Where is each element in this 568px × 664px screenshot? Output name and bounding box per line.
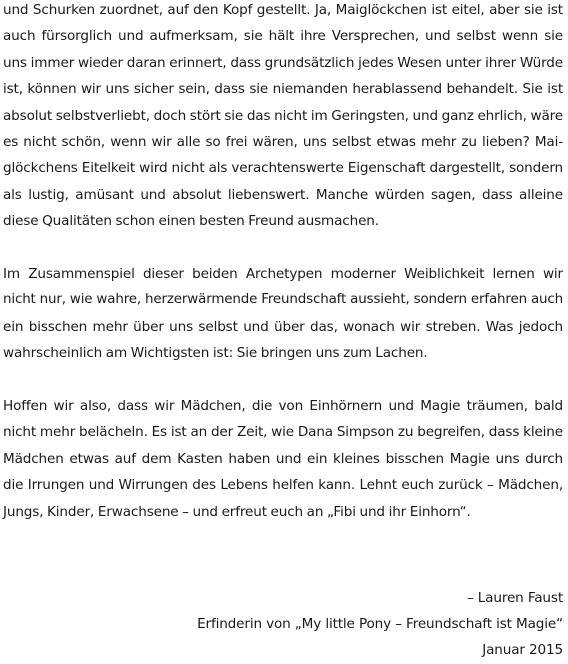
text-line: und Schurken zuordnet, auf den Kopf gestellt. Ja, Maiglöckchen ist eitel, aber sie ist (3, 2, 563, 18)
text-line: absolut selbstverliebt, doch stört sie das nicht im Geringsten, und ganz ehrlich, wäre (3, 107, 563, 124)
text-line: als lustig, amüsant und absolut liebenswert. Manche würden sagen, dass alleine (3, 186, 563, 203)
text-line: Im Zusammenspiel dieser beiden Archetypen moderner Weiblichkeit lernen wir (3, 266, 563, 282)
text-line: Hoffen wir also, dass wir Mädchen, die von Einhörnern und Magie träumen, bald (3, 398, 563, 414)
paragraph-2 (3, 261, 563, 367)
paragraph-3 (3, 393, 563, 525)
signature-date: Januar 2015 (482, 642, 563, 658)
text-line: ist, können wir uns sicher sein, dass sie niemanden herablassend behandelt. Sie ist (3, 81, 563, 98)
text-line: nicht mehr belächeln. Es ist an der Zeit, wie Dana Simpson zu begreifen, dass kleine (3, 424, 563, 441)
signature-name: – Lauren Faust (466, 590, 563, 606)
text-line: auch fürsorglich und aufmerksam, sie hält ihre Versprechen, und selbst wenn sie (3, 28, 563, 45)
text-line: Mädchen etwas auf dem Kasten haben und ein kleines bisschen Magie uns durch (3, 450, 563, 467)
text-line: nicht nur, wie wahre, herzerwärmende Freundschaft aussieht, sondern erfahren auch (3, 292, 563, 308)
text-line: wahrscheinlich am Wichtigsten ist: Sie bringen uns zum Lachen. (3, 345, 428, 362)
text-line: glöckchens Eitelkeit wird nicht als verachtenswerte Eigenschaft dargestellt, sondern (3, 160, 563, 177)
text-line: ein bisschen mehr über uns selbst und über das, wonach wir streben. Was jedoch (3, 318, 563, 335)
paragraph-1 (3, 0, 563, 235)
text-line: die Irrungen und Wirrungen des Lebens helfen kann. Lehnt euch zurück – Mädchen, (3, 477, 563, 494)
text-line: es nicht schön, wenn wir alle so frei wären, uns selbst etwas mehr zu lieben? Mai- (3, 134, 563, 151)
text-line: Jungs, Kinder, Erwachsene – und erfreut euch an „Fibi und ihr Einhorn“. (3, 503, 471, 520)
text-line: diese Qualitäten schon einen besten Freund ausmachen. (3, 213, 379, 230)
text-line: uns immer wieder daran erinnert, dass grundsätzlich jedes Wesen unter ihrer Würde (3, 54, 563, 71)
signature-role: Erfinderin von „My little Pony – Freundschaft ist Magie“ (197, 616, 563, 632)
